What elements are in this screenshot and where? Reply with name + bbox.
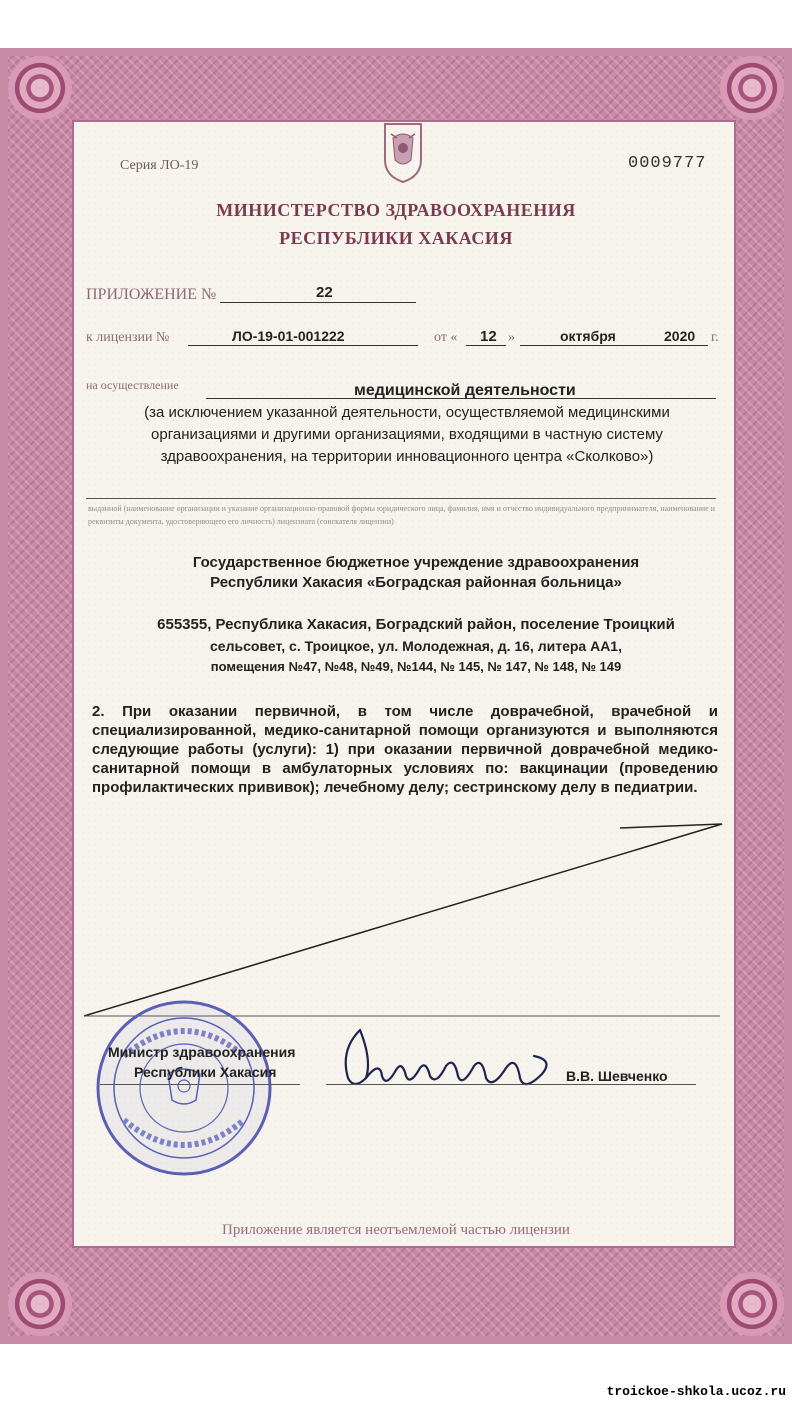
handwritten-signature — [320, 1020, 560, 1100]
license-label: к лицензии № — [86, 330, 170, 345]
ministry-title-line1: МИНИСТЕРСТВО ЗДРАВООХРАНЕНИЯ — [216, 200, 576, 220]
organization-name-line1: Государственное бюджетное учреждение здравоохранения — [192, 554, 640, 571]
organization-name-line2: Республики Хакасия «Боградская районная больница» — [210, 574, 622, 591]
underline — [520, 345, 708, 346]
official-seal — [94, 996, 277, 1180]
signer-name: В.В. Шевченко — [566, 1068, 668, 1084]
date-month: октября — [560, 328, 616, 344]
document-number: 0009777 — [628, 154, 707, 173]
date-from-label: от « — [434, 330, 458, 345]
date-day: 12 — [480, 328, 497, 345]
corner-ornament — [8, 56, 72, 120]
underline — [188, 345, 418, 346]
corner-ornament — [720, 56, 784, 120]
activity-note-line3: здравоохранения, на территории инновационного центра «Сколково») — [160, 448, 654, 465]
underline — [326, 1084, 696, 1085]
underline — [220, 302, 416, 303]
signer-title-line1: Министр здравоохранения — [108, 1044, 296, 1060]
license-number: ЛО-19-01-001222 — [232, 328, 345, 344]
activity-note-line1: (за исключением указанной деятельности, осуществляемой медицинскими — [144, 404, 670, 421]
site-watermark: troickoe-shkola.ucoz.ru — [606, 1384, 786, 1399]
activity-type: медицинской деятельности — [354, 382, 576, 399]
activity-label: на осуществление — [86, 378, 179, 392]
ministry-title-line2: РЕСПУБЛИКИ ХАКАСИЯ — [279, 228, 513, 248]
underline — [466, 345, 506, 346]
corner-ornament — [720, 1272, 784, 1336]
address-line3: помещения №47, №48, №49, №144, № 145, № 147, № 148, № 149 — [210, 659, 622, 674]
activity-note-line2: организациями и другими организациями, входящими в частную систему — [151, 426, 663, 443]
services-paragraph: 2. При оказании первичной, в том числе доврачебной, врачебной и специализированной, медико-санитарной помощи организуются и выполняются следующие работы (услуги): 1) при оказании первичной доврачебной медико-санитарной помощи в амбулаторных условиях по: вакцинации (проведению профилактических прививок); лечебному делу; сестринскому делу в педиатрии. — [92, 703, 718, 796]
corner-ornament — [8, 1272, 72, 1336]
date-day-close: » — [508, 330, 515, 345]
address-line1: 655355, Республика Хакасия, Боградский район, поселение Троицкий — [157, 616, 675, 633]
coat-of-arms-icon — [381, 120, 425, 184]
fine-print-caption: выданной (наименование организации и указание организационно-правовой формы юридического лица, фамилия, имя и отчество индивидуального предпринимателя, наименование и реквизиты документа, удостоверяющего его личность) лицензиата (соискателя лицензии) — [88, 504, 715, 526]
cancellation-line — [80, 820, 730, 1020]
footer-note: Приложение является неотъемлемой частью лицензии — [222, 1222, 570, 1238]
address-line2: сельсовет, с. Троицкое, ул. Молодежная, д. 16, литера АА1, — [210, 638, 622, 654]
series-label: Серия ЛО-19 — [120, 158, 199, 173]
underline — [100, 1084, 300, 1085]
appendix-label: ПРИЛОЖЕНИЕ № — [86, 286, 217, 303]
date-year: 2020 — [664, 328, 696, 344]
signer-title-line2: Республики Хакасия — [134, 1064, 277, 1080]
date-year-suffix: г. — [711, 330, 719, 345]
appendix-number: 22 — [316, 284, 333, 301]
underline — [86, 498, 716, 499]
